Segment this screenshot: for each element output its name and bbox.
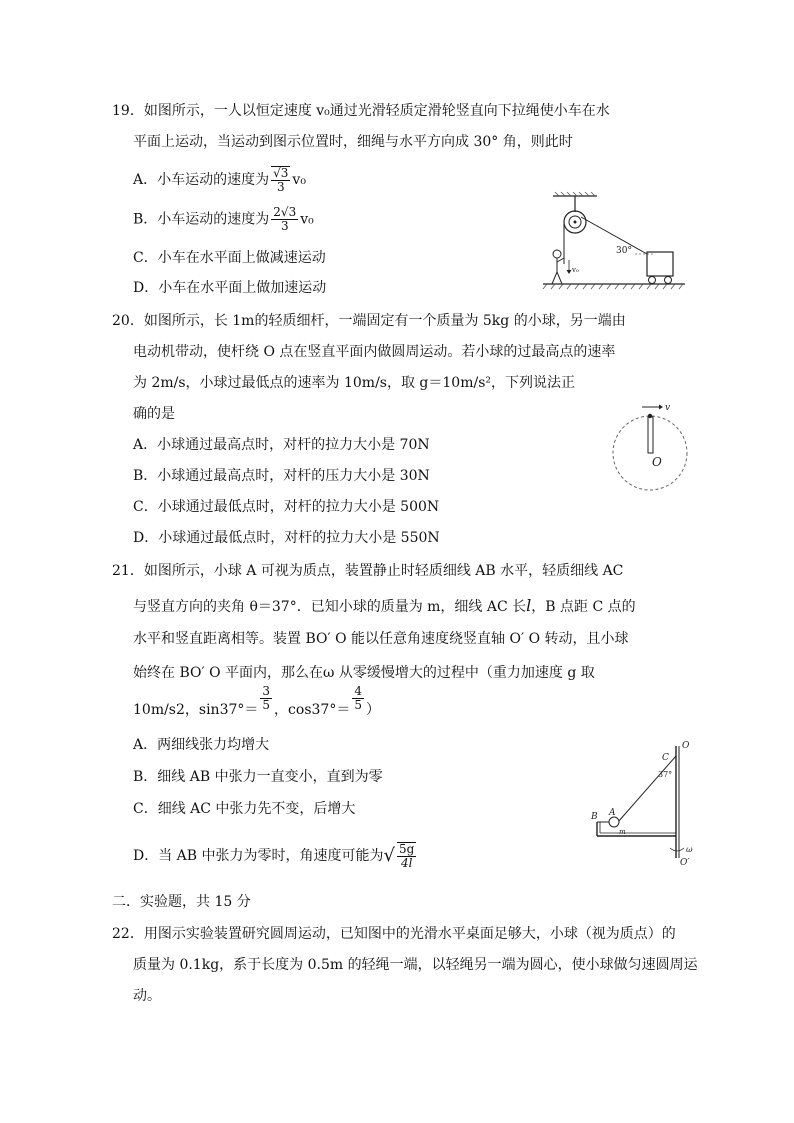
q21-option-d-fraction (397, 842, 416, 870)
q19-line-2: 平面上运动，当运动到图示位置时，细绳与水平方向成 30° 角，则此时 (133, 134, 573, 150)
q21-line-5-text: 10m/s2，sin37°＝ (133, 702, 259, 718)
q21-line-5-close: ） (365, 702, 380, 718)
q21-line-1: 21．如图所示，小球 A 可视为质点，装置静止时轻质细线 AB 水平，轻质细线 AC (112, 563, 624, 579)
fraction-numerator: 5g (399, 842, 415, 856)
fraction-numerator: 2√3 (273, 205, 297, 219)
q21-figure-a-label: A (609, 808, 616, 818)
fraction-denominator: 3 (280, 219, 289, 233)
q22-line-2: 质量为 0.1kg，系于长度为 0.5m 的轻绳一端，以轻绳另一端为圆心，使小球做匀速圆周运 (133, 957, 698, 973)
q21-figure-c-label: C (662, 753, 669, 763)
q19-option-a-text: A．小车运动的速度为 (133, 172, 270, 188)
q21-option-a: A．两细线张力均增大 (133, 737, 270, 753)
q21-length-symbol: l (526, 596, 532, 615)
q21-line-2-tail: ，B 点距 C 点的 (531, 599, 636, 615)
q21-line-2-text: 与竖直方向的夹角 θ＝37°．已知小球的质量为 m，细线 AC 长 (133, 599, 527, 615)
fraction-denominator: 4l (400, 856, 413, 870)
q20-line-4: 确的是 (133, 406, 175, 422)
q21-figure-m-label: m (619, 828, 626, 836)
q21-option-c: C．细线 AC 中张力先不变，后增大 (133, 801, 356, 817)
q19-figure-velocity-label: v₀ (572, 266, 579, 274)
q21-option-b: B．细线 AB 中张力一直变小，直到为零 (133, 769, 383, 785)
fraction-denominator: 5 (354, 697, 362, 712)
q19-line-1: 19．如图所示，一人以恒定速度 v₀通过光滑轻质定滑轮竖直向下拉绳使小车在水 (112, 103, 610, 119)
q20-figure-center-label: O (652, 455, 662, 469)
q19-figure-angle-label: 30° (616, 246, 632, 256)
q19-option-b-text: B．小车运动的速度为 (133, 211, 270, 228)
fraction-numerator: 4 (354, 683, 362, 698)
q21-option-d: D．当 AB 中张力为零时，角速度可能为√ $\frac{5g}{4l}$ (133, 842, 415, 870)
q22-line-1: 22．用图示实验装置研究圆周运动，已知图中的光滑水平桌面足够大，小球（视为质点）的 (112, 926, 676, 942)
q20-option-d: D．小球通过最低点时，对杆的拉力大小是 550N (133, 530, 440, 546)
q21-figure-o-prime-label: O′ (680, 858, 690, 868)
q19-option-a (133, 166, 306, 194)
q20-circle-figure (607, 404, 693, 498)
q21-line-3: 水平和竖直距离相等。装置 BO′ O 能以任意角速度绕竖直轴 O′ O 转动，且小球 (133, 631, 629, 647)
q19-option-a-unit: v₀ (292, 172, 306, 188)
cos-fraction (352, 685, 364, 712)
q20-option-a: A．小球通过最高点时，对杆的拉力大小是 70N (133, 437, 430, 453)
q21-figure-b-label: B (591, 812, 598, 822)
q20-line-1: 20．如图所示，长 1m的轻质细杆，一端固定有一个质量为 5kg 的小球，另一端由 (112, 313, 626, 329)
q21-line-5-cos: ，cos37°＝ (274, 702, 351, 718)
fraction-numerator: 3 (262, 683, 271, 698)
q19-pulley-cart-figure (535, 192, 705, 294)
q19-option-a-fraction (271, 166, 290, 194)
fraction-denominator: 5 (262, 697, 271, 712)
q20-line-2: 电动机带动，使杆绕 O 点在竖直平面内做圆周运动。若小球的过最高点的速率 (133, 344, 616, 360)
q20-figure-velocity-label: v (665, 403, 671, 413)
sin-fraction (260, 685, 272, 712)
q21-figure-angle-label: 37° (658, 770, 673, 779)
q19-option-d: D．小车在水平面上做加速运动 (133, 280, 327, 296)
q19-option-c: C．小车在水平面上做减速运动 (133, 250, 326, 266)
q21-option-d-text: D．当 AB 中张力为零时，角速度可能为 (133, 848, 384, 864)
fraction-denominator: 3 (276, 180, 285, 194)
q19-option-b-unit: v₀ (300, 211, 314, 228)
q20-option-b: B．小球通过最高点时，对杆的压力大小是 30N (133, 468, 430, 484)
q21-apparatus-figure (588, 738, 708, 868)
q21-figure-omega-label: ω (686, 845, 693, 854)
q19-option-b-fraction (271, 206, 298, 233)
section-2-title: 二．实验题，共 15 分 (112, 894, 251, 910)
q21-line-4: 始终在 BO′ O 平面内，那么在ω 从零缓慢增大的过程中（重力加速度 g 取 (133, 665, 595, 681)
q20-option-c: C．小球通过最低点时，对杆的拉力大小是 500N (133, 499, 440, 515)
q20-line-3: 为 2m/s，小球过最低点的速率为 10m/s，取 g＝10m/s²，下列说法正 (133, 375, 575, 391)
q19-option-b (133, 206, 314, 233)
q21-figure-o-label: O (682, 741, 690, 751)
q21-line-5 (133, 683, 380, 727)
q22-line-3: 动。 (133, 988, 161, 1004)
q21-line-2 (133, 596, 636, 617)
fraction-numerator: √3 (273, 166, 289, 180)
